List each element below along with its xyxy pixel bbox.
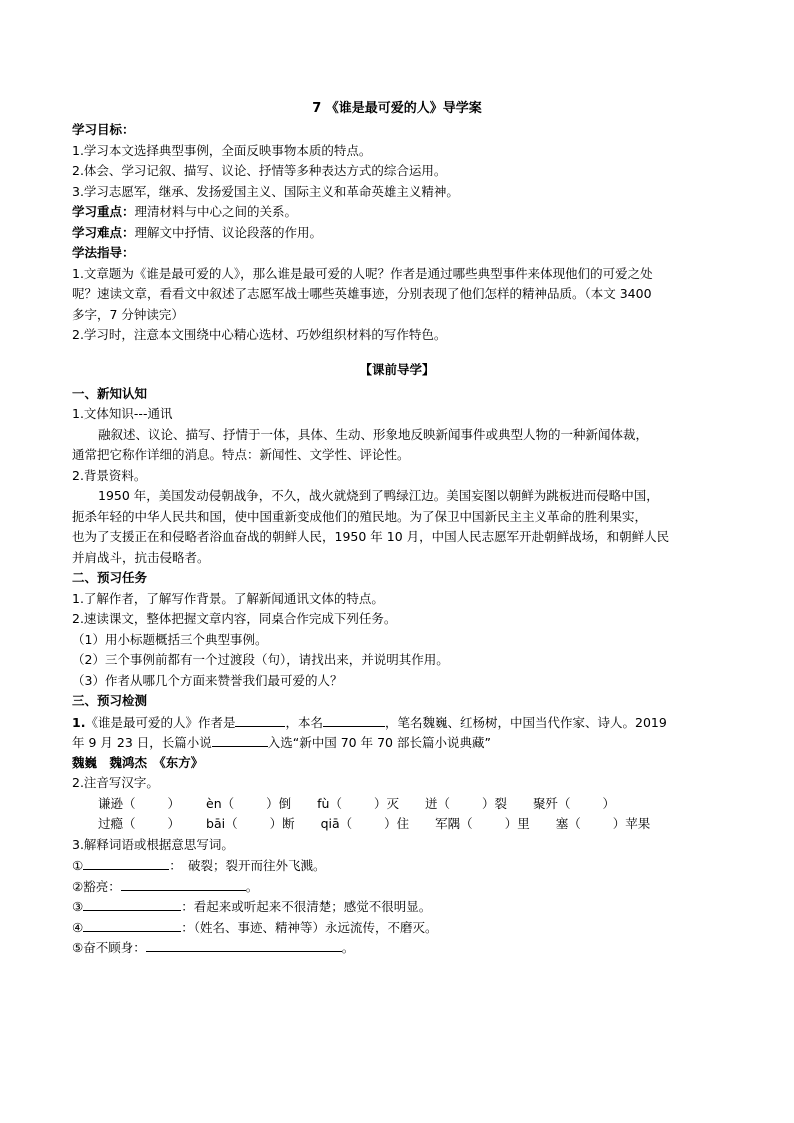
author-blank[interactable] <box>235 712 285 727</box>
definition-item: ③ ：看起来或听起来不很清楚；感觉不很明显。 <box>72 896 722 917</box>
section-heading: 二、预习任务 <box>72 570 148 585</box>
definitions-title: 3.解释词语或根据意思写词。 <box>72 836 234 852</box>
pinyin-item[interactable]: bāi（ ）断 <box>206 816 295 831</box>
background-text: 也为了支援正在和侵略者浴血奋战的朝鲜人民，1950 年 10 月，中国人民志愿军开赴朝鲜战场，和朝鲜人民 <box>72 529 670 544</box>
task-item: 2.速读课文，整体把握文章内容，同桌合作完成下列任务。 <box>72 611 397 626</box>
genre-text: 融叙述、议论、描写、抒情于一体，具体、生动、形象地反映新闻事件或典型人物的一种新闻体裁， <box>98 426 649 442</box>
background-text: 并肩战斗，抗击侵略者。 <box>72 549 210 565</box>
background-text: 扼杀年轻的中华人民共和国，使中国重新变成他们的殖民地。为了保卫中国新民主主义革命的胜利果实， <box>72 508 648 524</box>
definition-item: ① ： 破裂；裂开而往外飞溅。 <box>72 855 722 876</box>
question-1 <box>72 712 722 733</box>
key-point-text: 理清材料与中心之间的关系。 <box>134 204 298 219</box>
question-text: ，笔名魏巍、红杨树，中国当代作家、诗人。2019 <box>384 714 667 730</box>
pinyin-item[interactable]: 聚歼（ ） <box>532 795 616 811</box>
method-line: 呢？速读文章，看看文中叙述了志愿军战士哪些英雄事迹，分别表现了他们怎样的精神品质。（本文 3400 <box>72 286 652 301</box>
goals-heading: 学习目标： <box>72 122 135 137</box>
pinyin-row <box>72 814 722 835</box>
pinyin-item[interactable]: qiā（ ）住 <box>320 816 410 831</box>
background-title: 2.背景资料。 <box>72 467 147 483</box>
task-item: 1.了解作者，了解写作背景。了解新闻通讯文体的特点。 <box>72 590 384 606</box>
key-point <box>72 202 722 223</box>
pinyin-title: 2.注音写汉字。 <box>72 775 159 790</box>
definition-item: ②豁亮： 。 <box>72 876 722 897</box>
pinyin-item[interactable]: èn（ ）倒 <box>206 795 292 811</box>
goal-item: 2.体会、学习记叙、描写、议论、抒情等多种表达方式的综合运用。 <box>72 163 447 178</box>
pinyin-item[interactable]: fù（ ）灭 <box>317 795 399 811</box>
question-text: 《谁是最可爱的人》作者是 <box>85 714 236 730</box>
pinyin-item[interactable]: 迸（ ）裂 <box>424 795 507 811</box>
pinyin-item[interactable]: 塞（ ）苹果 <box>555 816 651 831</box>
method-line: 多字，7 分钟读完） <box>72 306 184 322</box>
pinyin-row <box>72 794 722 815</box>
document-content <box>72 120 722 958</box>
question-text: 入选“新中国 70 年 70 部长篇小说典藏” <box>267 735 491 750</box>
definition-item: ④ ：（姓名、事迹、精神等）永远流传，不磨灭。 <box>72 917 722 938</box>
task-item: （1）用小标题概括三个典型事例。 <box>72 631 268 647</box>
task-item: （3）作者从哪几个方面来赞誉我们最可爱的人？ <box>72 672 343 688</box>
method-line: 1.文章题为《谁是最可爱的人》，那么谁是最可爱的人呢？作者是通过哪些典型事件来体现他们的可爱之处 <box>72 265 653 281</box>
pinyin-item[interactable]: 谦逊（ ） <box>98 795 181 811</box>
handwritten-answer: 魏巍 魏鸿杰 《东方》 <box>72 754 204 770</box>
task-item: （2）三个事例前都有一个过渡段（句），请找出来，并说明其作用。 <box>72 652 449 667</box>
question-number: 1. <box>72 714 86 730</box>
answer-blank[interactable] <box>121 876 246 891</box>
question-text: ，本名 <box>285 714 323 730</box>
pinyin-item[interactable]: 过瘾（ ） <box>98 816 181 831</box>
background-text: 1950 年，美国发动侵朝战争，不久，战火就烧到了鸭绿江边。美国妄图以朝鲜为跳板进而侵略中国， <box>98 488 659 503</box>
answer-blank[interactable] <box>146 937 342 952</box>
goal-item: 3.学习志愿军，继承、发扬爱国主义、国际主义和革命英雄主义精神。 <box>72 183 459 199</box>
pinyin-item[interactable]: 军隅（ ）里 <box>435 816 530 831</box>
difficulty-label: 学习难点： <box>72 224 135 240</box>
question-text: 年 9 月 23 日，长篇小说 <box>72 735 212 750</box>
genre-title: 1.文体知识---通讯 <box>72 406 173 421</box>
real-name-blank[interactable] <box>323 712 385 727</box>
method-line: 2.学习时，注意本文围绕中心精心选材、巧妙组织材料的写作特色。 <box>72 327 447 342</box>
goal-item: 1.学习本文选择典型事例，全面反映事物本质的特点。 <box>72 142 372 158</box>
difficulty <box>72 223 722 244</box>
document-title: 7 《谁是最可爱的人》导学案 <box>312 101 482 116</box>
key-point-label: 学习重点： <box>72 204 135 219</box>
answer-blank[interactable] <box>83 855 169 870</box>
definition-item: ⑤奋不顾身： 。 <box>72 937 722 958</box>
answer-blank[interactable] <box>83 896 181 911</box>
question-1-cont <box>72 732 722 753</box>
novel-blank[interactable] <box>212 732 268 747</box>
genre-text: 通常把它称作详细的消息。特点：新闻性、文学性、评论性。 <box>72 447 410 462</box>
answer-blank[interactable] <box>83 917 181 932</box>
section-heading: 三、预习检测 <box>72 693 148 708</box>
method-heading: 学法指导： <box>72 245 135 260</box>
difficulty-text: 理解文中抒情、议论段落的作用。 <box>134 224 323 240</box>
section-heading: 一、新知认知 <box>72 385 148 401</box>
pre-class-heading: 【课前导学】 <box>359 361 435 377</box>
